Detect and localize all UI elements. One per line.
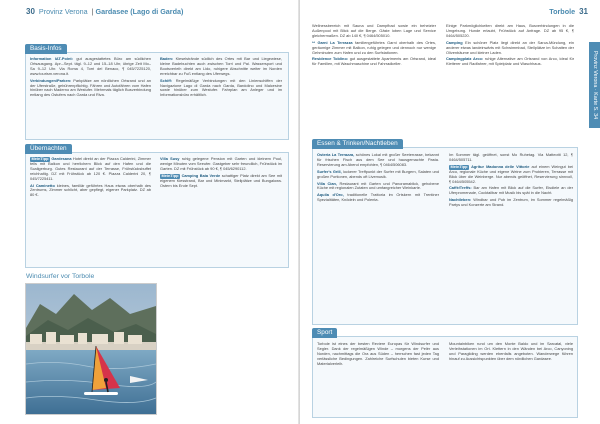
left-running-head: 30 Provinz Verona | Gardasee (Lago di Garda) xyxy=(26,7,184,16)
photo-caption: Windsurfer vor Torbole xyxy=(26,273,95,280)
entry-paragraph xyxy=(160,79,282,99)
entry-paragraph xyxy=(449,153,573,163)
entry-text: Torbole ist eines der besten Reviere Europas für Windsurfer und Segler. Dank der regelmäßigen Winde – morgens der Pelèr aus Norden, nachmittags die Ora aus Süden – herrschen fast jeden Tag verlässliche Bedingungen. Zahlreiche Surfschulen bieten Kurse und Materialverleih. xyxy=(317,342,439,366)
page-number: 31 xyxy=(579,7,588,16)
entry-paragraph xyxy=(446,57,574,67)
right-page xyxy=(300,0,600,424)
entry-lead: Agritur Madonna delle Vittorie xyxy=(471,163,530,169)
entry-paragraph xyxy=(446,41,574,56)
entry-lead: ** Garni La Terrazza xyxy=(312,39,353,45)
entry-paragraph xyxy=(317,342,439,367)
entry-lead: Verbindungen/Parken: xyxy=(30,77,72,83)
entry-text: kleines, familiär geführtes Haus etwas oberhalb des Zentrums, Zimmer schlicht, aber gepflegt, eigener Parkplatz. DZ ab 80 €. xyxy=(30,182,151,198)
entry-text: Im Sommer tägl. geöffnet, sonst Mo Ruhetag. Via Matteotti 12, ¶ 0464/505711. xyxy=(449,153,573,162)
entry-lead: Aquila d'Oro, xyxy=(317,192,344,198)
box-title: Übernachten xyxy=(25,144,72,154)
entry-text: Windbar und Pub im Zentrum, im Sommer regelmäßig Partys und Konzerte am Strand. xyxy=(449,197,573,208)
side-tab-label: Provinz Verona · Karte S. 34 xyxy=(591,50,598,120)
section-name: Provinz Verona xyxy=(38,7,88,16)
basis-info-col1 xyxy=(30,57,151,135)
section-name: Torbole xyxy=(549,7,576,16)
sport-col1 xyxy=(317,342,439,414)
place-name: Gardasee (Lago di Garda) xyxy=(95,7,184,16)
intro-col2 xyxy=(446,24,574,136)
essen-box xyxy=(312,140,578,325)
entry-paragraph xyxy=(317,170,439,180)
entry-lead: Schiff: xyxy=(160,77,173,83)
right-running-head xyxy=(549,6,588,18)
entry-paragraph xyxy=(446,24,574,39)
entry-paragraph xyxy=(30,184,151,199)
entry-text: Bar am Hafen mit Blick auf die Surfer, Eisdiele an der Uferpromenade, Cocktailbar mit Musik bis spät in die Nacht. xyxy=(449,185,573,196)
entry-paragraph xyxy=(449,342,573,362)
entry-paragraph xyxy=(160,157,282,172)
box-title: Sport xyxy=(312,328,337,338)
entry-text: schattiger Platz direkt am See mit eigenem Kiesstrand, Bar und Minimarkt, Stellplätze und Bungalows. Ostern bis Ende Sept. xyxy=(160,172,282,188)
tip-badge: MeinTipp xyxy=(31,157,49,161)
entry-paragraph xyxy=(160,57,282,77)
entry-text: Wellnessbereich mit Sauna und Dampfbad sowie ein beheizter Außenpool mit Blick auf die Berge. Gäste loben Lage und Service gleichermaßen. DZ ab 140 €, ¶ 0464/505010. xyxy=(312,24,436,38)
entry-paragraph xyxy=(30,157,151,182)
entry-lead: Baden: xyxy=(160,57,174,61)
entry-paragraph xyxy=(160,174,282,189)
entry-text: Einige Parkmöglichkeiten direkt am Haus, Busverbindungen in die Umgebung. Hunde erlaubt, Frühstück auf Anfrage. DZ ab 95 €, ¶ 0464/505220. xyxy=(446,24,574,38)
uebernachten-col2 xyxy=(160,157,282,263)
basis-info-box xyxy=(25,45,289,140)
entry-text: Kieselstrände südlich des Ortes mit Bar und Liegewiese, kleine Badebuchten auch zwischen Torri und Pai. Wassersport und Bootsverleih direkt am Lido, ruhigere Abschnitte weiter im Norden erreichbar zu Fuß entlang des Uferwegs. xyxy=(160,57,282,76)
entry-text: ruhige Alternative am Ortsrand von Arco, ideal für Kletterer und Radfahrer, mit Spielplatz und Waschhaus. xyxy=(446,56,574,67)
entry-lead: Camping Baia Verde xyxy=(181,172,221,178)
entry-paragraph xyxy=(30,79,151,99)
entry-lead: Campingplatz Arco: xyxy=(446,56,484,62)
entry-paragraph xyxy=(30,57,151,77)
entry-paragraph xyxy=(449,186,573,196)
entry-paragraph xyxy=(317,153,439,168)
entry-text: Hotel direkt an der Piazza Calderini, Zimmer teils mit Balkon und herrlichem Blick auf den Hafen und die Scaligerburg. Gutes Restaurant auf der Terrasse, Frühstücksbuffet reichhaltig. DZ mit Frühstück ab 120 €. Piazza Calderini 20, ¶ 045/7225411. xyxy=(30,157,151,181)
box-title: Basis-Infos xyxy=(25,44,67,54)
entry-text: auf einem Weingut bei Arco, regionale Küche und eigene Weine zum Probieren, Terrasse mit Blick über die Weinberge. Nur abends geöffnet, Reservierung sinnvoll, ¶ 0464/505542. xyxy=(449,163,573,184)
entry-lead: Villa Susy xyxy=(160,157,180,161)
basis-info-col2 xyxy=(160,57,282,135)
windsurfer-photo xyxy=(25,283,157,415)
entry-text: Parkplätze am nördlichen Ortsrand und an der Uferstraße, gebührenpflichtig. Fähren und Autofähren vom Hafen hinüber nach Maderno am Westufer. Mehrmals täglich Busverbindung entlang des Ostufers nach Garda und Riva. xyxy=(30,77,151,98)
entry-lead: Residence Toblino: xyxy=(312,56,349,62)
entry-text: Regelmäßige Verbindungen mit den Linienschiffen der Navigazione Lago di Garda nach Garda, Bardolino und Malcesine sowie hinüber zum Westufer. Fahrplan am Anleger und im Informationsbüro erhältlich. xyxy=(160,77,282,98)
entry-text: gut ausgestattete Apartments am Ortsrand, ideal für Familien, mit Waschmaschine und Fahrradkeller. xyxy=(312,56,436,67)
entry-paragraph xyxy=(317,182,439,192)
entry-lead: Surfer's Grill, xyxy=(317,168,342,174)
entry-text: familiengeführtes Garni oberhalb des Ortes, geräumige Zimmer mit Balkon, ruhig gelegen und dennoch nur wenige Gehminuten zum Hafen und zu den Surfstationen. xyxy=(312,39,436,55)
entry-lead: Information IAT-Point: xyxy=(30,57,73,61)
essen-col1 xyxy=(317,153,439,319)
entry-paragraph xyxy=(312,41,436,56)
entry-text: ruhig gelegene Pension mit Garten und kleinem Pool, wenige Minuten vom Seeufer. Gastgeber sehr freundlich, Frühstück im Garten. DZ mit Frühstück ab 90 €, ¶ 045/6290112. xyxy=(160,157,282,171)
entry-lead: Nachtleben: xyxy=(449,197,472,203)
entry-lead: Caffè/Treffs: xyxy=(449,185,472,191)
tip-badge: MeinTipp xyxy=(161,172,179,178)
entry-text: gut ausgestattetes Büro am südlichen Ortsausgang. Apr.–Sept. tägl. 9–12 und 15–18 Uhr, übrige Zeit Mo–Sa 9–12 Uhr. Via Roma 4, Torri del Benaco, ¶ 045/7225120, www.tourism.verona.it. xyxy=(30,57,151,76)
essen-col2 xyxy=(449,153,573,319)
entry-text: traditionelle Trattoria im Ortskern mit Trentiner Spezialitäten, Knödeln und Polenta. xyxy=(317,192,439,203)
sport-col2 xyxy=(449,342,573,414)
entry-lead: Villa Cian, xyxy=(317,180,337,186)
entry-text: Restaurant mit Garten und Panoramablick, gehobene Küche mit regionalen Zutaten und umfangreicher Weinkarte. xyxy=(317,180,439,191)
entry-paragraph xyxy=(317,193,439,203)
entry-paragraph xyxy=(449,198,573,208)
entry-text: lockerer Treffpunkt der Surfer mit Burgern, Salaten und großen Portionen, abends oft Livemusik. xyxy=(317,168,439,179)
intro-col1 xyxy=(312,24,436,136)
entry-text: Ein schöner Platz liegt direkt an der Sarca-Mündung, ein anderer etwas landeinwärts mit Schwimmbad, Stellplätze im Schatten der Olivenbäume und kleiner Laden. xyxy=(446,39,574,55)
entry-paragraph xyxy=(312,57,436,67)
side-tab xyxy=(589,42,600,128)
entry-text: Mountainbiken rund um den Monte Baldo und im Sarcatal, viele Verleihstationen im Ort. Klettern in den Wänden bei Arco, Canyoning und Paragliding werden ebenfalls angeboten. Wanderwege führen hinauf zu Aussichtspunkten über dem nördlichen Gardasee. xyxy=(449,342,573,361)
uebernachten-col1 xyxy=(30,157,151,263)
entry-paragraph xyxy=(312,24,436,39)
entry-lead: Gardesana xyxy=(51,157,72,161)
entry-text: schönes Lokal mit großer Seeterrasse, bekannt für frischen Fisch aus dem See und hausgemachte Pasta. Reservierung am Abend empfohlen, ¶ 0464/506083. xyxy=(317,153,439,167)
uebernachten-box xyxy=(25,145,289,268)
entry-paragraph xyxy=(449,165,573,185)
page-number: 30 xyxy=(26,7,35,16)
entry-lead: Camping xyxy=(446,39,463,45)
tip-badge: MeinTipp xyxy=(450,163,468,169)
sport-box xyxy=(312,329,578,418)
entry-lead: Osteria La Terrazza, xyxy=(317,153,355,157)
entry-lead: Al Caminetto xyxy=(30,182,55,188)
box-title: Essen & Trinken/Nachtleben xyxy=(312,139,403,149)
